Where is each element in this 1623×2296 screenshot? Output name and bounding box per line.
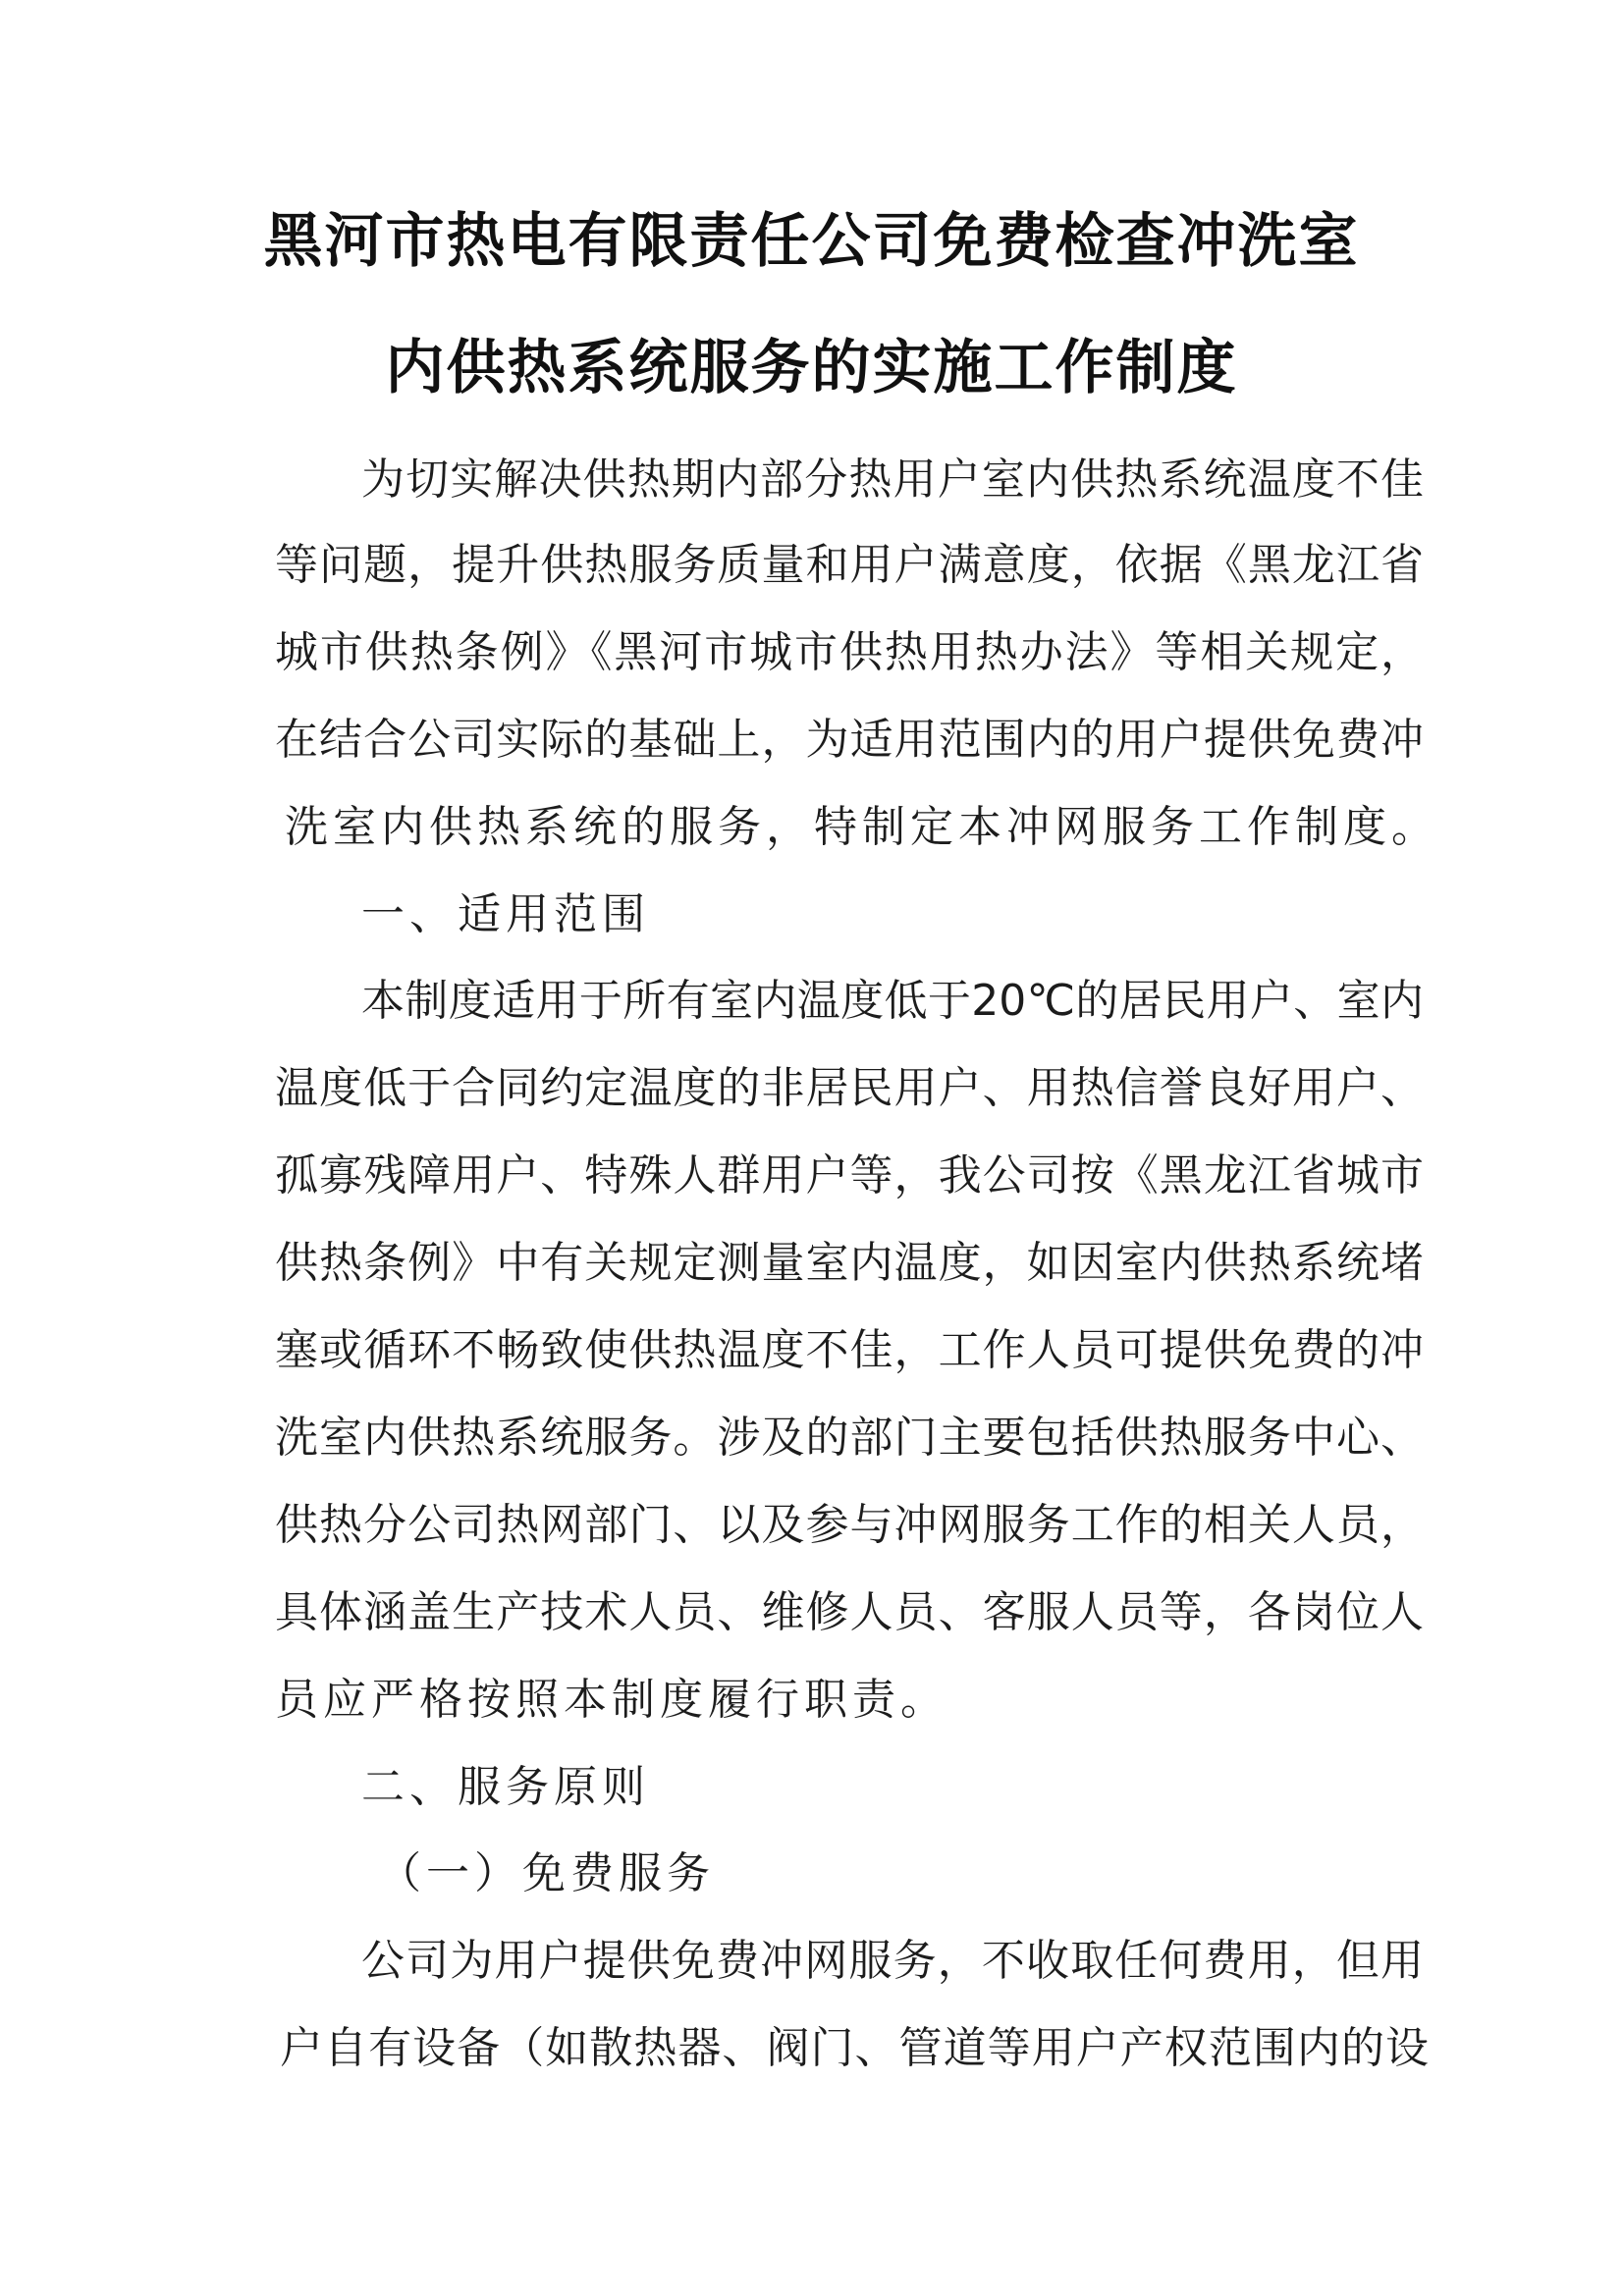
section-heading-principles: 二、服务原则 (361, 1762, 650, 1812)
intro-line-3: 城市供热条例》《黑河市城市供热用热办法》等相关规定， (275, 627, 1424, 677)
section-heading-scope: 一、适用范围 (361, 889, 650, 939)
scope-line-9: 员应严格按照本制度履行职责。 (275, 1675, 948, 1725)
intro-line-1: 为切实解决供热期内部分热用户室内供热系统温度不佳 (361, 454, 1424, 505)
free-service-line-2: 户自有设备（如散热器、阀门、管道等用户产权范围内的设 (280, 2023, 1429, 2073)
scope-line-3: 孤寡残障用户、特殊人群用户等，我公司按《黑龙江省城市 (275, 1150, 1424, 1201)
document-title-line-2: 内供热系统服务的实施工作制度 (385, 334, 1238, 402)
scope-line-5: 塞或循环不畅致使供热温度不佳，工作人员可提供免费的冲 (275, 1325, 1424, 1375)
subsection-heading-free-service: （一）免费服务 (378, 1848, 715, 1898)
document-title-line-1: 黑河市热电有限责任公司免费检查冲洗室 (263, 207, 1360, 276)
scope-line-2: 温度低于合同约定温度的非居民用户、用热信誉良好用户、 (275, 1063, 1424, 1113)
scope-line-6: 洗室内供热系统服务。涉及的部门主要包括供热服务中心、 (275, 1413, 1424, 1463)
scope-line-4: 供热条例》中有关规定测量室内温度，如因室内供热系统堵 (275, 1238, 1424, 1288)
scope-line-8: 具体涵盖生产技术人员、维修人员、客服人员等，各岗位人 (275, 1587, 1424, 1637)
intro-line-5: 洗室内供热系统的服务，特制定本冲网服务工作制度。 (285, 802, 1439, 852)
scope-line-7: 供热分公司热网部门、以及参与冲网服务工作的相关人员， (275, 1500, 1424, 1550)
intro-line-4: 在结合公司实际的基础上，为适用范围内的用户提供免费冲 (275, 715, 1424, 765)
free-service-line-1: 公司为用户提供免费冲网服务，不收取任何费用，但用 (361, 1936, 1424, 1986)
intro-line-2: 等问题，提升供热服务质量和用户满意度，依据《黑龙江省 (275, 540, 1424, 590)
scope-line-1: 本制度适用于所有室内温度低于20℃的居民用户、室内 (361, 976, 1424, 1026)
